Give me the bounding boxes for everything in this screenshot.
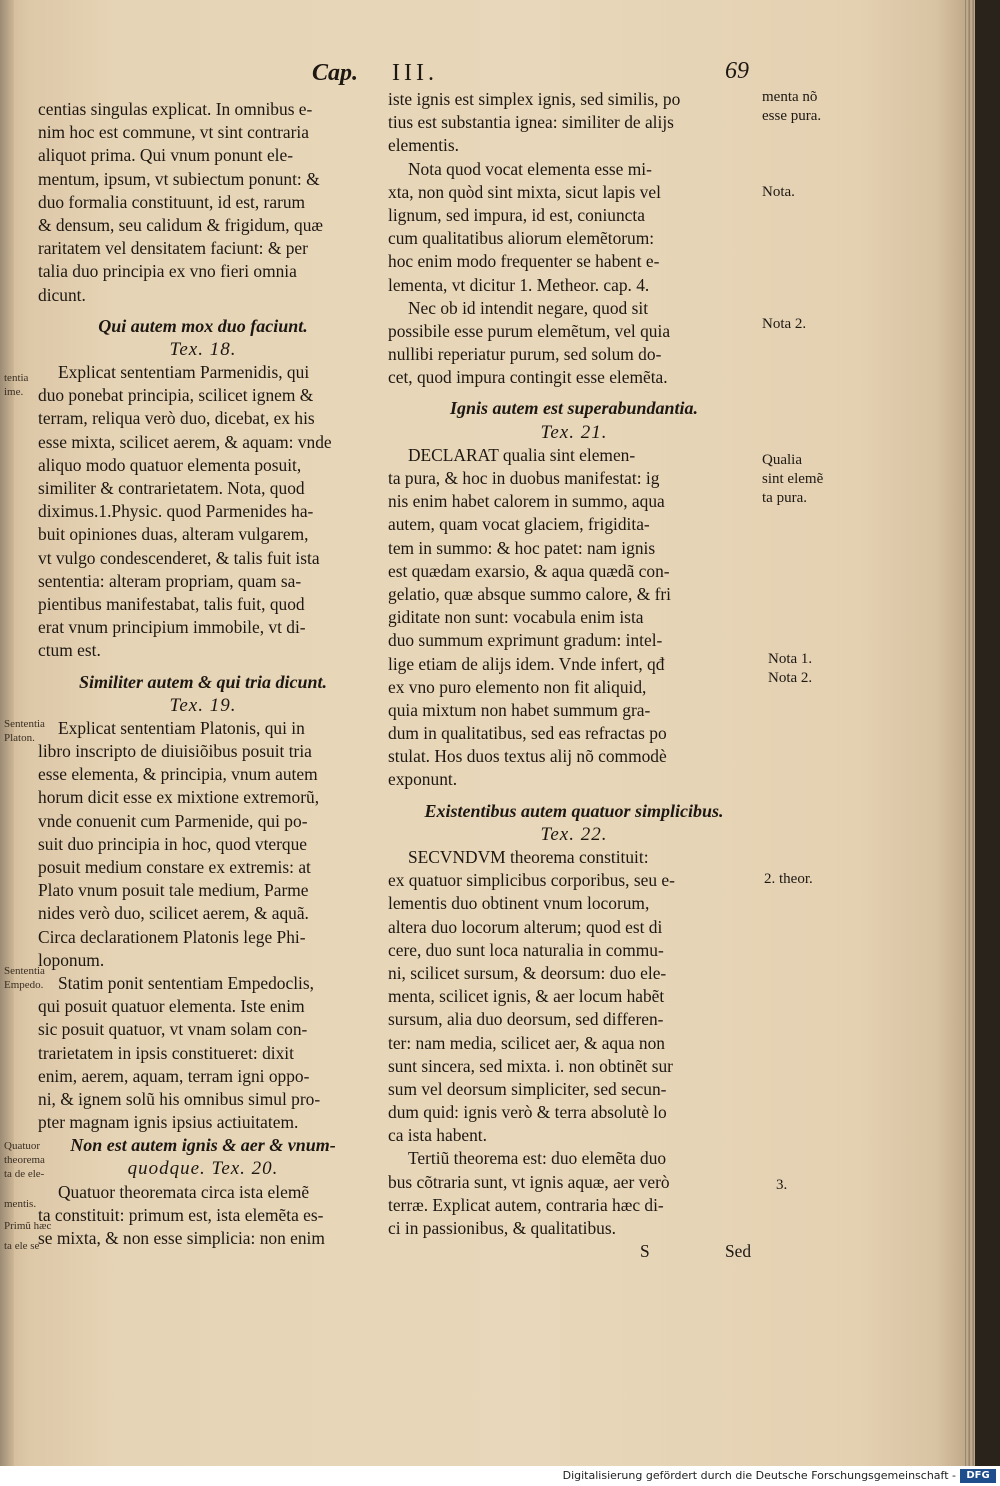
text-line: nullibi reperiatur purum, sed solum do- xyxy=(388,344,662,365)
text-reference: quodque. Tex. 20. xyxy=(127,1158,279,1180)
text-reference: Tex. 21. xyxy=(540,421,608,443)
text-line: Quatuor theoremata circa ista elemẽ xyxy=(58,1181,310,1202)
text-line: raritatem vel densitatem faciunt: & per xyxy=(38,238,308,259)
margin-note: Empedo. xyxy=(4,979,44,991)
text-line: ta constituit: primum est, ista elemẽta es- xyxy=(38,1204,324,1225)
text-reference: Tex. 19. xyxy=(169,694,237,716)
page-number: 69 xyxy=(725,58,749,84)
text-line: ex quatuor simplicibus corporibus, seu e- xyxy=(388,870,675,891)
signature-mark: S xyxy=(640,1241,650,1262)
text-line: ctum est. xyxy=(38,640,101,661)
margin-note: Nota 1. xyxy=(768,651,813,667)
text-line: hoc enim modo frequenter se habent e- xyxy=(388,251,660,272)
text-line: quia mixtum non habet summum gra- xyxy=(388,699,651,720)
text-line: se mixta, & non esse simplicia: non enim xyxy=(38,1228,325,1248)
text-line: enim, aerem, aquam, terram igni oppo- xyxy=(38,1065,310,1086)
section-heading: Ignis autem est superabundantia. xyxy=(449,398,699,419)
text-line: ca ista habent. xyxy=(388,1125,487,1146)
text-line: DECLARAT qualia sint elemen- xyxy=(408,444,636,465)
text-line: cet, quod impura contingit esse elemẽta. xyxy=(388,367,668,388)
text-line: esse elementa, & principia, vnum autem xyxy=(38,764,318,785)
text-line: mentum, ipsum, vt subiectum ponunt: & xyxy=(38,168,320,189)
text-line: similiter & contrarietatem. Nota, quod xyxy=(38,478,305,498)
digitization-footer xyxy=(0,1466,1000,1486)
text-line: diximus.1.Physic. quod Parmenides ha- xyxy=(38,501,314,522)
text-line: terræ. Explicat autem, contraria hæc di- xyxy=(388,1194,664,1215)
left-text-column xyxy=(38,98,368,1250)
text-line: erat vnum principium immobile, vt di- xyxy=(38,617,306,638)
text-line: dum in qualitatibus, sed eas refractas po xyxy=(388,723,667,744)
text-line: ter: nam media, scilicet aer, & aqua non xyxy=(388,1032,665,1053)
page-edge-stack xyxy=(965,0,975,1466)
text-line: Nota quod vocat elementa esse mi- xyxy=(408,158,652,179)
margin-note: menta nõ xyxy=(762,89,818,105)
text-line: horum dicit esse ex mixtione extremorũ, xyxy=(38,787,320,808)
text-line: ta pura, & hoc in duobus manifestat: ig xyxy=(388,468,660,488)
margin-note: ta pura. xyxy=(762,490,807,506)
section-heading: Non est autem ignis & aer & vnum- xyxy=(70,1135,336,1156)
margin-note: ta de ele- xyxy=(4,1168,45,1180)
text-line: ni, scilicet sursum, & deorsum: duo ele- xyxy=(388,962,667,983)
text-line: qui posuit quatuor elementa. Iste enim xyxy=(38,996,305,1017)
text-line: pientibus manifestabat, talis fuit, quod xyxy=(38,593,305,614)
margin-note: Platon. xyxy=(4,732,35,744)
text-line: Plato vnum posuit tale medium, Parme xyxy=(38,880,309,901)
text-line: sursum, alia duo deorsum, sed differen- xyxy=(388,1009,664,1030)
text-line: ex vno puro elemento non fit aliquid, xyxy=(388,676,647,697)
text-line: lementa, vt dicitur 1. Metheor. cap. 4. xyxy=(388,274,650,295)
text-line: Explicat sententiam Platonis, qui in xyxy=(58,717,305,738)
running-head-cap: Cap. xyxy=(312,60,359,86)
text-line: suit duo principia in hoc, quod vterque xyxy=(38,833,308,854)
margin-note: Nota 2. xyxy=(768,670,813,686)
margin-note: Primũ hæc xyxy=(4,1220,52,1232)
text-line: dicunt. xyxy=(38,284,86,305)
margin-note: mentis. xyxy=(4,1198,37,1210)
dfg-logo: DFG xyxy=(960,1469,996,1483)
text-line: stulat. Hos duos textus alij nõ commodè xyxy=(388,746,667,767)
text-line: sic posuit quatuor, vt vnam solam con- xyxy=(38,1019,308,1040)
text-line: aliquot prima. Qui vnum ponunt ele- xyxy=(38,145,294,166)
text-line: buit opiniones duas, alteram vulgarem, xyxy=(38,524,309,545)
margin-note: Qualia xyxy=(762,452,802,468)
text-line: exponunt. xyxy=(388,769,458,790)
text-line: Nec ob id intendit negare, quod sit xyxy=(408,297,649,318)
text-line: duo summum exprimunt gradum: intel- xyxy=(388,630,663,651)
text-line: cere, duo sunt loca naturalia in commu- xyxy=(388,939,664,960)
margin-note: Quatuor xyxy=(4,1140,41,1152)
text-line: vt vulgo condescenderet, & talis fuit ista xyxy=(38,547,320,568)
text-line: sunt sincera, sed mixta. i. non obtinẽt sur xyxy=(388,1055,673,1076)
margin-note: 3. xyxy=(776,1177,788,1193)
section-heading: Qui autem mox duo faciunt. xyxy=(98,315,308,336)
text-line: lige etiam de alijs idem. Vnde infert, qđ xyxy=(388,653,665,674)
margin-note: theorema xyxy=(4,1154,45,1166)
text-line: centias singulas explicat. In omnibus e- xyxy=(38,99,313,119)
text-line: est quædam exarsio, & aqua quædã con- xyxy=(388,560,670,581)
text-line: lementis duo obtinent vnum locorum, xyxy=(388,893,650,914)
text-line: trarietatem in ipsis constitueret: dixit xyxy=(38,1042,294,1063)
margin-note: sint elemẽ xyxy=(762,471,824,487)
running-head-chapter: III. xyxy=(392,60,438,86)
margin-note: ta ele se xyxy=(4,1240,40,1252)
text-line: Circa declarationem Platonis lege Phi- xyxy=(38,926,306,947)
text-line: elementis. xyxy=(388,135,459,156)
text-line: duo formalia constituunt, id est, rarum xyxy=(38,191,306,212)
text-reference: Tex. 22. xyxy=(540,823,608,845)
text-line: autem, quam vocat glaciem, frigidita- xyxy=(388,514,650,535)
text-line: Explicat sententiam Parmenidis, qui xyxy=(58,362,310,383)
text-line: SECVNDVM theorema constituit: xyxy=(408,847,649,867)
text-line: ni, & ignem solũ his omnibus simul pro- xyxy=(38,1088,321,1109)
text-line: tius est substantia ignea: similiter de alijs xyxy=(388,112,674,133)
text-line: pter magnam ignis ipsius actiuitatem. xyxy=(38,1112,299,1133)
margin-note: esse pura. xyxy=(762,108,822,124)
section-heading: Existentibus autem quatuor simplicibus. xyxy=(424,800,724,821)
right-text-column xyxy=(388,88,760,1263)
margin-note: Nota. xyxy=(762,184,795,200)
margin-note: Sententia xyxy=(4,718,45,730)
margin-note: ime. xyxy=(4,386,24,398)
text-line: & densum, seu calidum & frigidum, quæ xyxy=(38,214,323,235)
text-line: giditate non sunt: vocabula enim ista xyxy=(388,607,644,628)
signature-line xyxy=(388,1240,760,1263)
text-reference: Tex. 18. xyxy=(169,338,237,360)
text-line: loponum. xyxy=(38,949,105,970)
text-line: sententia: alteram propriam, quam sa- xyxy=(38,570,302,591)
text-line: menta, scilicet ignis, & aer locum habẽt xyxy=(388,986,665,1007)
text-line: xta, non quòd sint mixta, sicut lapis vel xyxy=(388,181,661,202)
text-line: sum vel deorsum simpliciter, sed secun- xyxy=(388,1078,667,1099)
text-line: cum qualitatibus aliorum elemẽtorum: xyxy=(388,228,655,249)
text-line: esse mixta, scilicet aerem, & aquam: vnde xyxy=(38,431,332,452)
margin-note: 2. theor. xyxy=(764,871,813,887)
text-line: terram, reliqua verò duo, dicebat, ex his xyxy=(38,408,315,429)
text-line: possibile esse purum elemẽtum, vel quia xyxy=(388,320,671,341)
text-line: ci in passionibus, & qualitatibus. xyxy=(388,1218,616,1238)
text-line: nis enim habet calorem in summo, aqua xyxy=(388,491,665,512)
catchword: Sed xyxy=(725,1241,752,1262)
margin-note: Sententia xyxy=(4,965,45,977)
text-line: duo ponebat principia, scilicet ignem & xyxy=(38,385,314,406)
text-line: bus cõtraria sunt, vt ignis aquæ, aer verò xyxy=(388,1171,670,1192)
text-line: nides verò duo, scilicet aerem, & aquã. xyxy=(38,903,309,924)
section-heading: Similiter autem & qui tria dicunt. xyxy=(78,671,328,692)
text-line: talia duo principia ex vno fieri omnia xyxy=(38,261,297,282)
text-line: nim hoc est commune, vt sint contraria xyxy=(38,122,309,143)
text-line: iste ignis est simplex ignis, sed similis, po xyxy=(388,89,681,109)
footer-credit: Digitalisierung gefördert durch die Deutsche Forschungsgemeinschaft - xyxy=(562,1469,956,1482)
text-line: dum quid: ignis verò & terra absolutè lo xyxy=(388,1102,667,1123)
text-line: lignum, sed impura, id est, coniuncta xyxy=(388,204,645,225)
text-line: aliquo modo quatuor elementa posuit, xyxy=(38,454,302,475)
text-line: tem in summo: & hoc patet: nam ignis xyxy=(388,537,656,558)
text-line: posuit medium constare ex extremis: at xyxy=(38,857,311,877)
text-line: Tertiũ theorema est: duo elemẽta duo xyxy=(408,1148,667,1169)
margin-note: Nota 2. xyxy=(762,316,807,332)
text-line: altera duo locorum alterum; quod est di xyxy=(388,916,663,937)
text-line: Statim ponit sententiam Empedoclis, xyxy=(58,972,314,993)
text-line: vnde conuenit cum Parmenide, qui po- xyxy=(38,810,308,831)
margin-note: tentia xyxy=(4,372,29,384)
text-line: libro inscripto de diuisiõibus posuit tria xyxy=(38,741,312,762)
text-line: gelatio, quæ absque summo calore, & fri xyxy=(388,583,672,604)
